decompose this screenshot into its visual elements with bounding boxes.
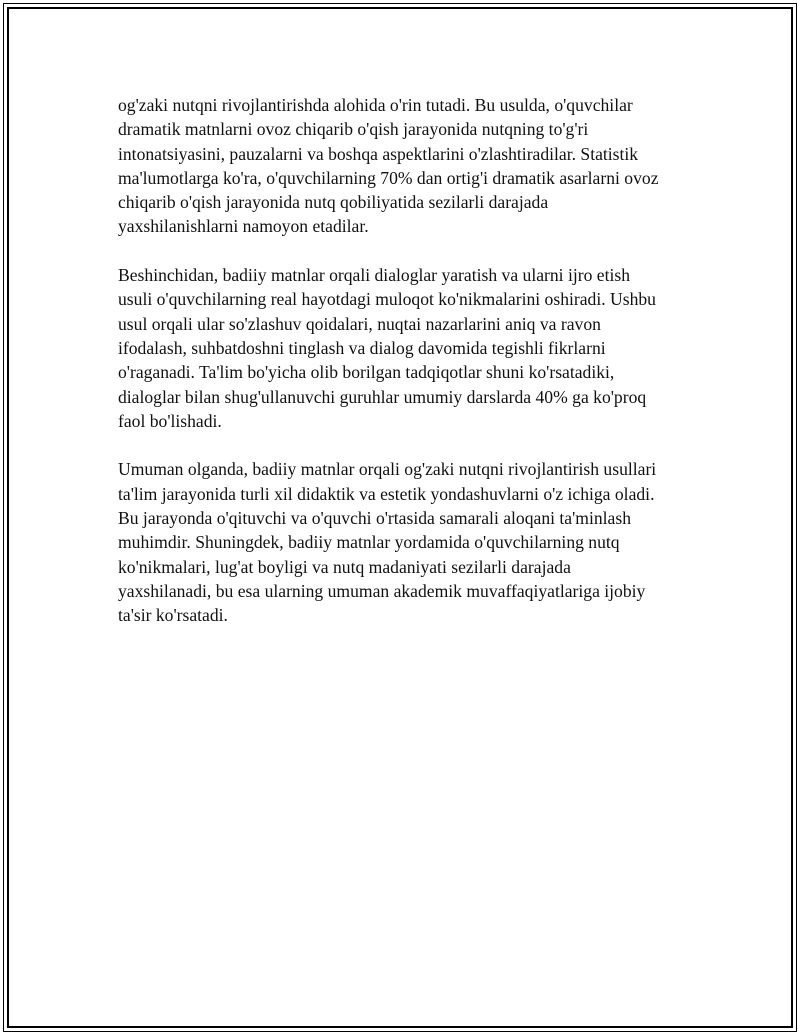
paragraph-3: Umuman olganda, badiiy matnlar orqali og'zaki nutqni rivojlantirish usullari ta'lim jarayonida turli xil didaktik va estetik yondashuvlarni o'z ichiga oladi. Bu jarayonda o'qituvchi va o'quvchi o'rtasida samarali aloqani ta'minlash muhimdir. Shuningdek, badiiy matnlar yordamida o'quvchilarning nutq ko'nikmalari, lug'at boyligi va nutq madaniyati sezilarli darajada yaxshilanadi, bu esa ularning umuman akademik muvaffaqiyatlariga ijobiy ta'sir ko'rsatadi.	[118, 459, 657, 626]
paragraph-2: Beshinchidan, badiiy matnlar orqali dialoglar yaratish va ularni ijro etish usuli o'quvchilarning real hayotdagi muloqot ko'nikmalarini oshiradi. Ushbu usul orqali ular so'zlashuv qoidalari, nuqtai nazarlarini aniq va ravon ifodalash, suhbatdoshni tinglash va dialog davomida tegishli fikrlarni o'raganadi. Ta'lim bo'yicha olib borilgan tadqiqotlar shuni ko'rsatadiki, dialoglar bilan shug'ullanuvchi guruhlar umumiy darslarda 40% ga ko'proq faol bo'lishadi.	[118, 265, 656, 431]
document-body	[118, 93, 690, 652]
paragraph-1: og'zaki nutqni rivojlantirishda alohida o'rin tutadi. Bu usulda, o'quvchilar dramatik matnlarni ovoz chiqarib o'qish jarayonida nutqning to'g'ri intonatsiyasini, pauzalarni va boshqa aspektlarini o'zlashtiradilar. Statistik ma'lumotlarga ko'ra, o'quvchilarning 70% dan ortig'i dramatik asarlarni ovoz chiqarib o'qish jarayonida nutq qobiliyatida sezilarli darajada yaxshilanishlarni namoyon etadilar.	[118, 95, 659, 237]
